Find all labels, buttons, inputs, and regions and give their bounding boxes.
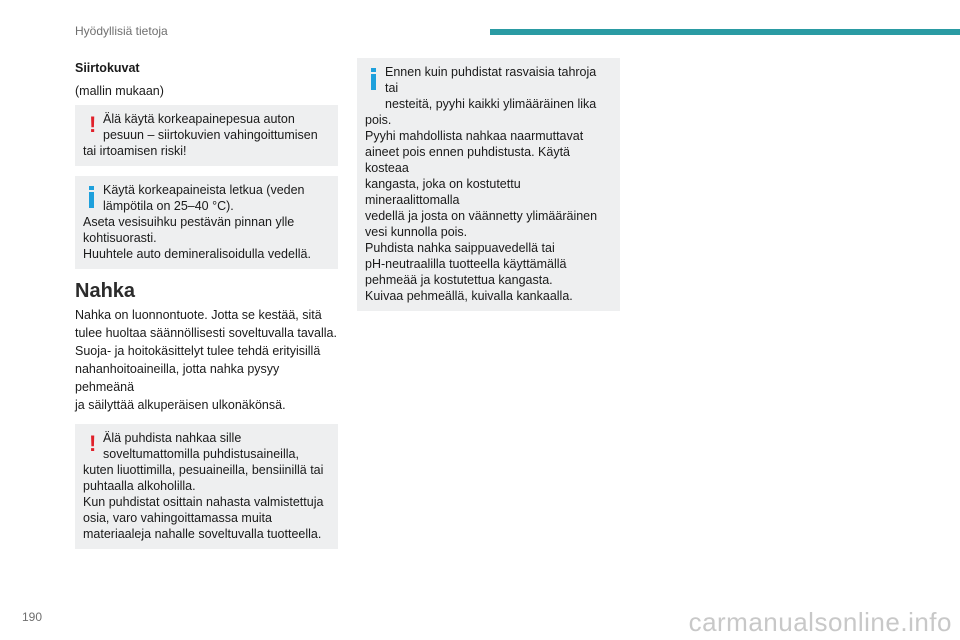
- paragraph-line: Nahka on luonnontuote. Jotta se kestää, sitä: [75, 308, 322, 322]
- watermark: carmanualsonline.info: [688, 607, 952, 637]
- info-line: aineet pois ennen puhdistusta. Käytä kosteaa: [365, 145, 571, 175]
- info-line: Kuivaa pehmeällä, kuivalla kankaalla.: [365, 289, 573, 303]
- header-accent-bar: [490, 29, 960, 35]
- paragraph-line: ja säilyttää alkuperäisen ulkonäkönsä.: [75, 398, 286, 412]
- header-title: Hyödyllisiä tietoja: [75, 24, 168, 38]
- right-column: [357, 58, 620, 321]
- warning-exclamation-icon: !: [89, 112, 97, 137]
- info-line: nesteitä, pyyhi kaikki ylimääräinen lika: [385, 97, 597, 111]
- paragraph-line: nahanhoitoaineilla, jotta nahka pysyy pehmeänä: [75, 362, 280, 394]
- info-line: kohtisuorasti.: [83, 231, 157, 245]
- info-box-washing: [75, 176, 338, 269]
- info-line: Ennen kuin puhdistat rasvaisia tahroja tai: [385, 65, 597, 95]
- info-icon: [371, 68, 376, 90]
- info-box-leather-cleaning: [357, 58, 620, 311]
- info-line: pois.: [365, 113, 392, 127]
- info-icon: [89, 186, 94, 208]
- info-line: Aseta vesisuihku pestävän pinnan ylle: [83, 215, 295, 229]
- info-line: Pyyhi mahdollista nahkaa naarmuttavat: [365, 129, 584, 143]
- section-subnote: (mallin mukaan): [75, 84, 164, 98]
- warning-box-decals: [75, 105, 338, 166]
- warning-line: kuten liuottimilla, pesuaineilla, bensiinillä tai: [83, 463, 324, 477]
- warning-line: materiaaleja nahalle soveltuvalla tuotteella.: [83, 527, 322, 541]
- warning-box-leather: [75, 424, 338, 549]
- warning-exclamation-icon: !: [89, 431, 97, 456]
- leather-paragraph: [75, 306, 338, 414]
- info-line: pehmeää ja kostutettua kangasta.: [365, 273, 553, 287]
- info-line: Puhdista nahka saippuavedellä tai: [365, 241, 555, 255]
- warning-line: pesuun – siirtokuvien vahingoittumisen: [103, 128, 318, 142]
- paragraph-line: Suoja- ja hoitokäsittelyt tulee tehdä erityisillä: [75, 344, 321, 358]
- left-column: [75, 58, 338, 559]
- info-line: kangasta, joka on kostutettu mineraalittomalla: [365, 177, 521, 207]
- warning-line: osia, varo vahingoittamassa muita: [83, 511, 272, 525]
- info-line: Huuhtele auto demineralisoidulla vedellä.: [83, 247, 311, 261]
- page-number: 190: [22, 610, 43, 624]
- paragraph-line: tulee huoltaa säännöllisesti soveltuvalla tavalla.: [75, 326, 337, 340]
- warning-line: Älä puhdista nahkaa sille: [103, 431, 242, 445]
- warning-line: Kun puhdistat osittain nahasta valmistettuja: [83, 495, 324, 509]
- warning-line: tai irtoamisen riski!: [83, 144, 187, 158]
- info-line: vedellä ja josta on väännetty ylimääräinen: [365, 209, 598, 223]
- warning-line: puhtaalla alkoholilla.: [83, 479, 196, 493]
- warning-line: Älä käytä korkeapainepesua auton: [103, 112, 295, 126]
- section-heading-decals: Siirtokuvat: [75, 61, 140, 75]
- info-line: vesi kunnolla pois.: [365, 225, 468, 239]
- info-line: Käytä korkeapaineista letkua (veden: [103, 183, 305, 197]
- section-heading-leather: Nahka: [75, 280, 136, 302]
- info-line: pH-neutraalilla tuotteella käyttämällä: [365, 257, 567, 271]
- info-line: lämpötila on 25–40 °C).: [103, 199, 234, 213]
- warning-line: soveltumattomilla puhdistusaineilla,: [103, 447, 299, 461]
